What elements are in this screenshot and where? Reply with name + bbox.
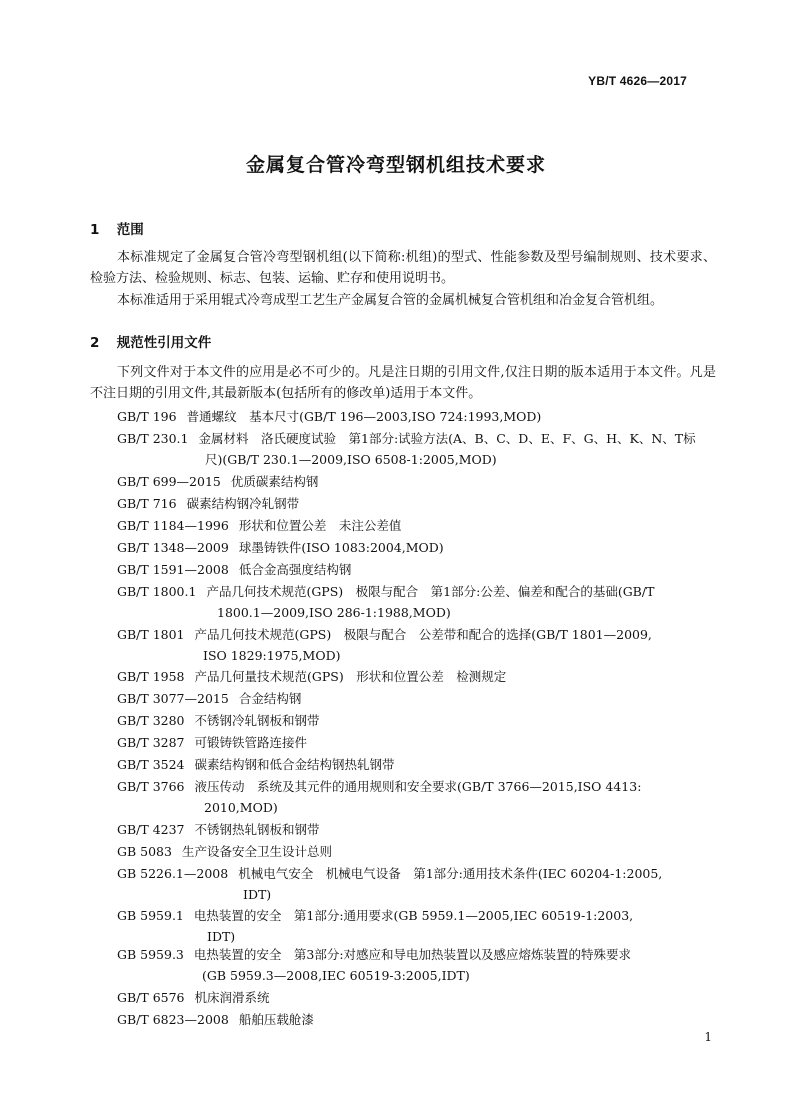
- section-2-heading: [90, 331, 211, 351]
- reference-item: GB/T 1184—1996 形状和位置公差 未注公差值: [117, 518, 402, 533]
- scope-paragraph-1: 本标准规定了金属复合管冷弯型钢机组(以下简称:机组)的型式、性能参数及型号编制规则、技术要求、检验方法、检验规则、标志、包装、运输、贮存和使用说明书。: [90, 250, 716, 286]
- reference-item: GB/T 6823—2008 船舶压载舱漆: [117, 1012, 314, 1027]
- reference-item: GB/T 1958 产品几何量技术规范(GPS) 形状和位置公差 检测规定: [117, 669, 507, 684]
- reference-item: GB 5959.3 电热装置的安全 第3部分:对感应和导电加热装置以及感应熔炼装置的特殊要求 (GB 5959.3—2008,IEC 60519-3:2005,IDT): [117, 947, 632, 983]
- section-1-heading: [90, 218, 144, 238]
- section-number: 1: [90, 222, 100, 238]
- section-title: 范围: [116, 222, 144, 238]
- reference-item: GB 5226.1—2008 机械电气安全 机械电气设备 第1部分:通用技术条件(IEC 60204-1:2005, IDT): [117, 866, 663, 902]
- scope-paragraph-2: 本标准适用于采用辊式冷弯成型工艺生产金属复合管的金属机械复合管机组和冶金复合管机组。: [117, 293, 664, 308]
- reference-item: GB/T 699—2015 优质碳素结构钢: [117, 474, 319, 489]
- reference-item: GB/T 1591—2008 低合金高强度结构钢: [117, 562, 352, 577]
- reference-item: GB/T 230.1 金属材料 洛氏硬度试验 第1部分:试验方法(A、B、C、D、E、F、G、H、K、N、T标 尺)(GB/T 230.1—2009,ISO 6508-1:2005,MOD): [117, 431, 696, 467]
- section-number: 2: [90, 335, 100, 351]
- reference-item: GB/T 3077—2015 合金结构钢: [117, 691, 302, 706]
- reference-item: GB/T 6576 机床润滑系统: [117, 990, 270, 1005]
- reference-item: GB/T 1800.1 产品几何技术规范(GPS) 极限与配合 第1部分:公差、偏差和配合的基础(GB/T 1800.1—2009,ISO 286-1:1988,MOD): [117, 584, 655, 620]
- reference-item: GB/T 3524 碳素结构钢和低合金结构钢热轧钢带: [117, 757, 395, 772]
- reference-item: GB/T 1801 产品几何技术规范(GPS) 极限与配合 公差带和配合的选择(GB/T 1801—2009, ISO 1829:1975,MOD): [117, 627, 652, 663]
- reference-item: GB/T 196 普通螺纹 基本尺寸(GB/T 196—2003,ISO 724:1993,MOD): [117, 409, 542, 424]
- reference-item: GB/T 4237 不锈钢热轧钢板和钢带: [117, 822, 320, 837]
- references-intro: 下列文件对于本文件的应用是必不可少的。凡是注日期的引用文件,仅注日期的版本适用于本文件。凡是不注日期的引用文件,其最新版本(包括所有的修改单)适用于本文件。: [90, 365, 716, 401]
- reference-item: GB/T 3280 不锈钢冷轧钢板和钢带: [117, 713, 320, 728]
- reference-item: GB/T 3766 液压传动 系统及其元件的通用规则和安全要求(GB/T 3766—2015,ISO 4413: 2010,MOD): [117, 779, 642, 815]
- reference-item: GB 5083 生产设备安全卫生设计总则: [117, 844, 332, 859]
- reference-item: GB 5959.1 电热装置的安全 第1部分:通用要求(GB 5959.1—2005,IEC 60519-1:2003, IDT): [117, 908, 634, 944]
- section-title: 规范性引用文件: [116, 335, 212, 351]
- reference-item: GB/T 716 碳素结构钢冷轧钢带: [117, 496, 300, 511]
- page-number: 1: [704, 1030, 712, 1044]
- document-title: 金属复合管冷弯型钢机组技术要求: [245, 154, 546, 176]
- reference-item: GB/T 1348—2009 球墨铸铁件(ISO 1083:2004,MOD): [117, 540, 444, 555]
- standard-code: YB/T 4626—2017: [588, 74, 687, 88]
- reference-item: GB/T 3287 可锻铸铁管路连接件: [117, 735, 308, 750]
